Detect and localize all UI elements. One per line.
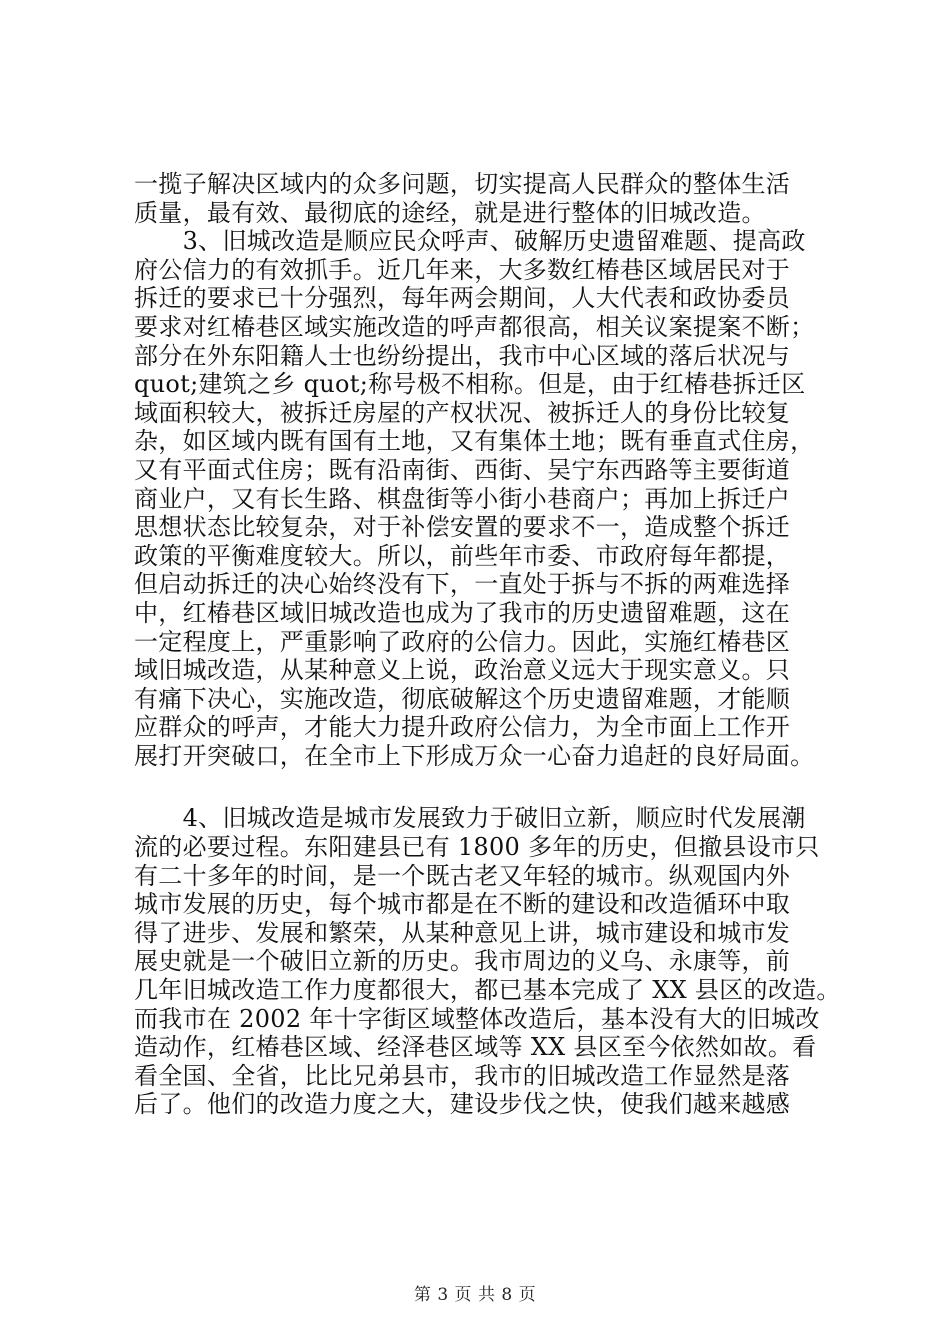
text-line: 杂，如区域内既有国有土地，又有集体土地；既有垂直式住房， <box>134 427 815 456</box>
text-line: 域面积较大，被拆迁房屋的产权状况、被拆迁人的身份比较复 <box>134 398 791 427</box>
text-line: quot;建筑之乡 quot;称号极不相称。但是，由于红椿巷拆迁区 <box>134 370 806 399</box>
text-line: 看全国、全省，比比兄弟县市，我市的旧城改造工作显然是落 <box>134 1061 791 1090</box>
text-line: 质量，最有效、最彻底的途经，就是进行整体的旧城改造。 <box>134 198 766 227</box>
text-line: 几年旧城改造工作力度都很大，都已基本完成了 XX 县区的改造。 <box>134 976 841 1005</box>
text-line: 有二十多年的时间，是一个既古老又年轻的城市。纵观国内外 <box>134 861 791 890</box>
text-line: 后了。他们的改造力度之大，建设步伐之快，使我们越来越感 <box>134 1090 791 1119</box>
text-line: 展打开突破口，在全市上下形成万众一心奋力追赶的良好局面。 <box>134 741 815 770</box>
text-line: 但启动拆迁的决心始终没有下，一直处于拆与不拆的两难选择 <box>134 570 791 599</box>
text-line: 流的必要过程。东阳建县已有 1800 多年的历史，但撤县设市只 <box>134 833 820 862</box>
text-line: 又有平面式住房；既有沿南街、西街、吴宁东西路等主要街道 <box>134 455 791 484</box>
text-line: 造动作，红椿巷区域、经泽巷区域等 XX 县区至今依然如故。看 <box>134 1033 817 1062</box>
text-line: 有痛下决心，实施改造，彻底破解这个历史遗留难题，才能顺 <box>134 684 791 713</box>
text-line: 3、旧城改造是顺应民众呼声、破解历史遗留难题、提高政 <box>134 227 806 256</box>
text-line: 而我市在 2002 年十字街区域整体改造后，基本没有大的旧城改 <box>134 1004 820 1033</box>
paragraph-3 <box>134 804 864 1119</box>
text-line: 得了进步、发展和繁荣，从某种意见上讲，城市建设和城市发 <box>134 918 791 947</box>
text-line: 应群众的呼声，才能大力提升政府公信力，为全市面上工作开 <box>134 713 791 742</box>
text-line: 思想状态比较复杂，对于补偿安置的要求不一，造成整个拆迁 <box>134 513 791 542</box>
text-line: 要求对红椿巷区域实施改造的呼声都很高，相关议案提案不断； <box>134 312 815 341</box>
document-body <box>134 170 864 1119</box>
text-line: 展史就是一个破旧立新的历史。我市周边的义乌、永康等，前 <box>134 947 791 976</box>
text-line: 府公信力的有效抓手。近几年来，大多数红椿巷区域居民对于 <box>134 255 791 284</box>
text-line: 政策的平衡难度较大。所以，前些年市委、市政府每年都提， <box>134 541 791 570</box>
text-line: 拆迁的要求已十分强烈，每年两会期间，人大代表和政协委员 <box>134 284 791 313</box>
paragraph-spacer <box>134 770 864 804</box>
paragraph-1 <box>134 170 864 227</box>
text-line: 中，红椿巷区域旧城改造也成为了我市的历史遗留难题，这在 <box>134 598 791 627</box>
text-line: 一揽子解决区域内的众多问题，切实提高人民群众的整体生活 <box>134 170 791 198</box>
text-line: 一定程度上，严重影响了政府的公信力。因此，实施红椿巷区 <box>134 627 791 656</box>
text-line: 4、旧城改造是城市发展致力于破旧立新，顺应时代发展潮 <box>134 804 806 833</box>
text-line: 城市发展的历史，每个城市都是在不断的建设和改造循环中取 <box>134 890 791 919</box>
text-line: 部分在外东阳籍人士也纷纷提出，我市中心区域的落后状况与 <box>134 341 791 370</box>
text-line: 域旧城改造，从某种意义上说，政治意义远大于现实意义。只 <box>134 656 791 685</box>
text-line: 商业户，又有长生路、棋盘街等小街小巷商户；再加上拆迁户 <box>134 484 791 513</box>
page-number-footer: 第 3 页 共 8 页 <box>413 1285 537 1305</box>
paragraph-2 <box>134 227 864 770</box>
